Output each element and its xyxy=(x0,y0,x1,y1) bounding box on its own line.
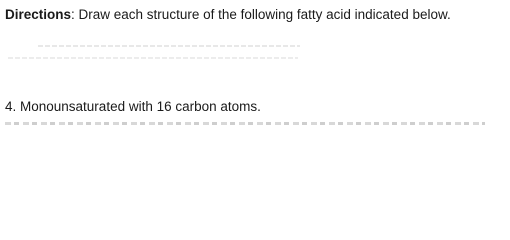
directions-label: Directions xyxy=(5,7,72,22)
faded-text-line xyxy=(8,57,298,59)
directions-text: : Draw each structure of the following fatty acid indicated below. xyxy=(71,7,451,22)
faded-text-line xyxy=(38,45,300,47)
directions-paragraph xyxy=(5,5,495,25)
cropped-text-line xyxy=(5,122,485,125)
question-item-4: 4. Monounsaturated with 16 carbon atoms. xyxy=(5,99,261,114)
